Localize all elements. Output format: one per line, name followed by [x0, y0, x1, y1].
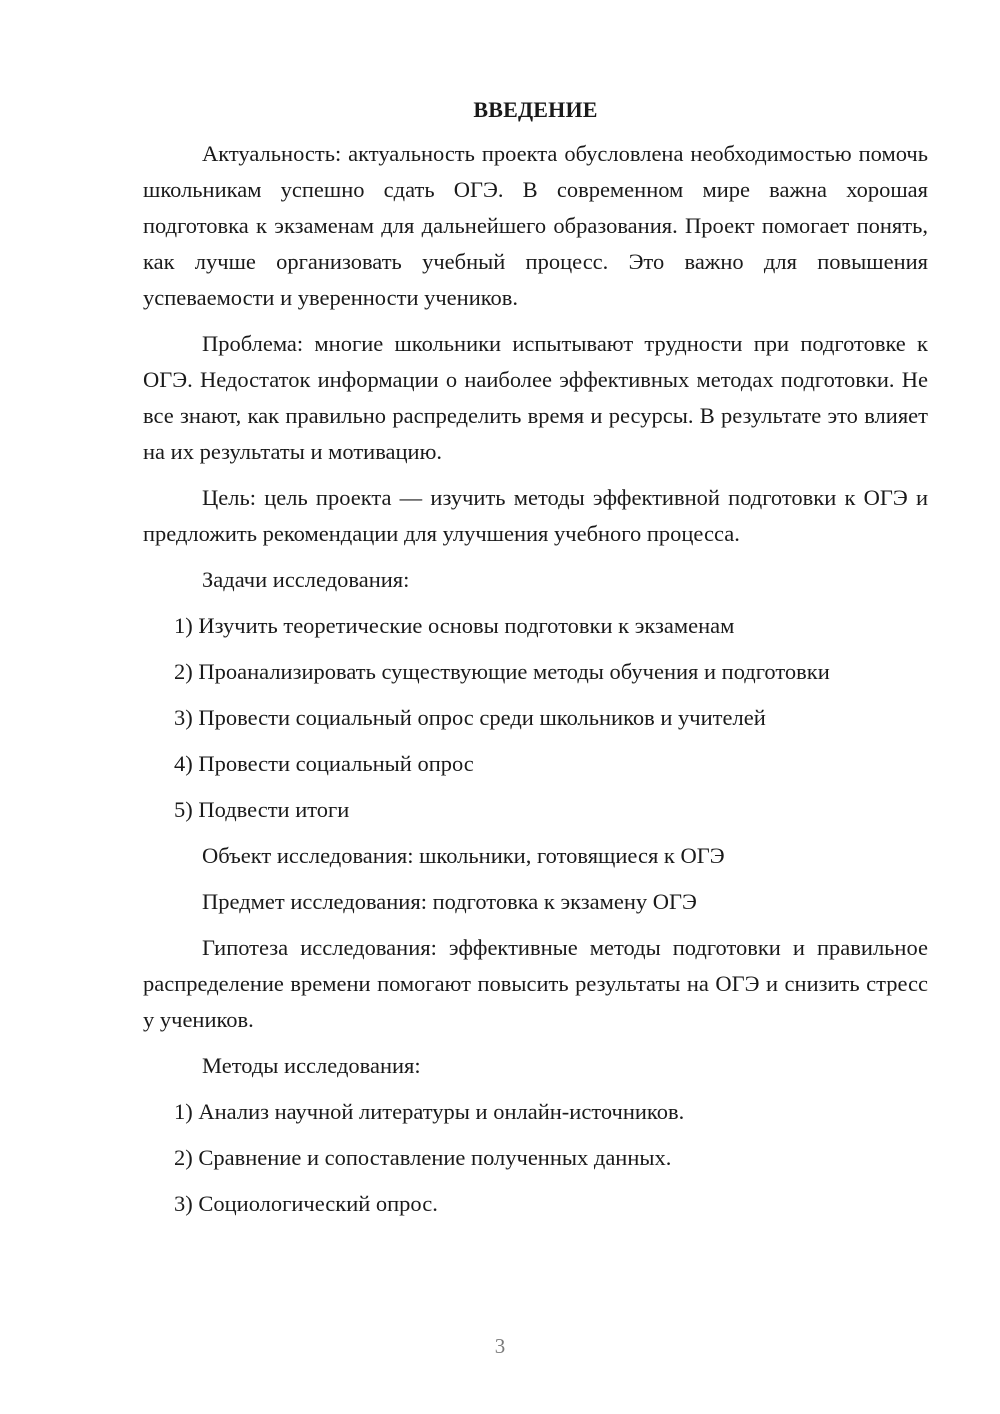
tasks-heading: Задачи исследования:	[202, 567, 410, 592]
research-object: Объект исследования: школьники, готовящиеся к ОГЭ	[202, 843, 725, 868]
methods-heading: Методы исследования:	[202, 1053, 421, 1078]
hypothesis-paragraph: Гипотеза исследования: эффективные методы подготовки и правильное распределение времени помогают повысить результаты на ОГЭ и снизить стресс у учеников.	[143, 935, 928, 1032]
task-item: 3) Провести социальный опрос среди школьников и учителей	[174, 705, 766, 730]
relevance-paragraph: Актуальность: актуальность проекта обусловлена необходимостью помочь школьникам успешно сдать ОГЭ. В современном мире важна хорошая подготовка к экзаменам для дальнейшего образования. Проект помогает понять, как лучше организовать учебный процесс. Это важно для повышения успеваемости и уверенности учеников.	[143, 141, 928, 310]
problem-paragraph: Проблема: многие школьники испытывают трудности при подготовке к ОГЭ. Недостаток информации о наиболее эффективных методах подготовки. Не все знают, как правильно распределить время и ресурсы. В результате это влияет на их результаты и мотивацию.	[143, 331, 928, 464]
task-item: 2) Проанализировать существующие методы обучения и подготовки	[174, 659, 830, 684]
page-content	[143, 92, 928, 1232]
goal-paragraph: Цель: цель проекта — изучить методы эффективной подготовки к ОГЭ и предложить рекомендации для улучшения учебного процесса.	[143, 485, 928, 546]
page-number: 3	[494, 1334, 506, 1358]
research-subject: Предмет исследования: подготовка к экзамену ОГЭ	[202, 889, 697, 914]
task-item: 5) Подвести итоги	[174, 797, 350, 822]
method-item: 3) Социологический опрос.	[174, 1191, 438, 1216]
task-item: 1) Изучить теоретические основы подготовки к экзаменам	[174, 613, 735, 638]
method-item: 1) Анализ научной литературы и онлайн-источников.	[174, 1099, 685, 1124]
method-item: 2) Сравнение и сопоставление полученных данных.	[174, 1145, 672, 1170]
task-item: 4) Провести социальный опрос	[174, 751, 474, 776]
page-title: ВВЕДЕНИЕ	[473, 97, 598, 122]
